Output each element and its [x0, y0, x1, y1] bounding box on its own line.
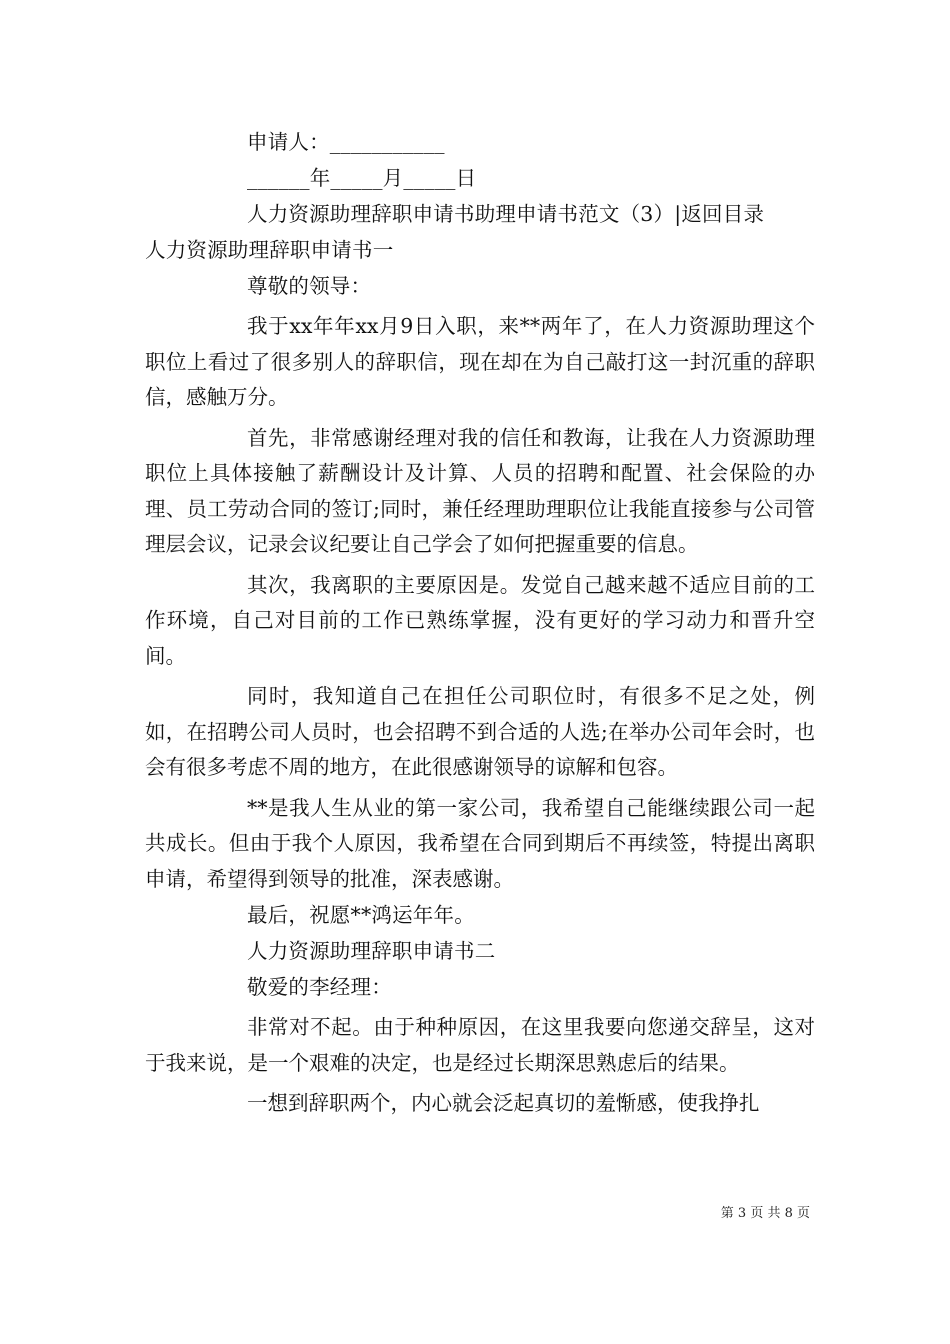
paragraph: **是我人生从业的第一家公司，我希望自己能继续跟公司一起共成长。但由于我个人原因，我希望在合同到期后不再续签，特提出离职申请，希望得到领导的批准，深表感谢。 [145, 795, 815, 891]
closing-line: 最后，祝愿**鸿运年年。 [247, 903, 475, 927]
paragraph: 我于xx年年xx月9日入职，来**两年了，在人力资源助理这个职位上看过了很多别人的辞职信，现在却在为自己敲打这一封沉重的辞职信，感触万分。 [145, 314, 815, 409]
section-title-link[interactable]: 人力资源助理辞职申请书助理申请书范文（3）|返回目录 [247, 202, 765, 226]
salutation-1: 尊敬的领导： [247, 274, 372, 298]
salutation-2: 敬爱的李经理： [247, 975, 392, 999]
paragraph: 同时，我知道自己在担任公司职位时，有很多不足之处，例如，在招聘公司人员时，也会招聘不到合适的人选;在举办公司年会时，也会有很多考虑不周的地方，在此很感谢领导的谅解和包容。 [145, 684, 815, 779]
section-subtitle: 人力资源助理辞职申请书一 [145, 238, 394, 262]
paragraph: 首先，非常感谢经理对我的信任和教诲，让我在人力资源助理职位上具体接触了薪酬设计及计算、人员的招聘和配置、社会保险的办理、员工劳动合同的签订;同时，兼任经理助理职位让我能直接参与公司管理层会议，记录会议纪要让自己学会了如何把握重要的信息。 [145, 425, 815, 556]
paragraph: 一想到辞职两个，内心就会泛起真切的羞惭感，使我挣扎 [247, 1091, 760, 1115]
date-line: ______年_____月_____日 [247, 166, 477, 190]
paragraph: 非常对不起。由于种种原因，在这里我要向您递交辞呈，这对于我来说，是一个艰难的决定，也是经过长期深思熟虑后的结果。 [145, 1015, 815, 1075]
paragraph: 其次，我离职的主要原因是。发觉自己越来越不适应目前的工作环境，自己对目前的工作已熟练掌握，没有更好的学习动力和晋升空间。 [145, 572, 815, 668]
document-body [145, 124, 815, 1122]
section-heading-2: 人力资源助理辞职申请书二 [247, 939, 496, 963]
applicant-line: 申请人：___________ [247, 130, 445, 154]
page-number: 第 3 页 共 8 页 [720, 1206, 810, 1221]
